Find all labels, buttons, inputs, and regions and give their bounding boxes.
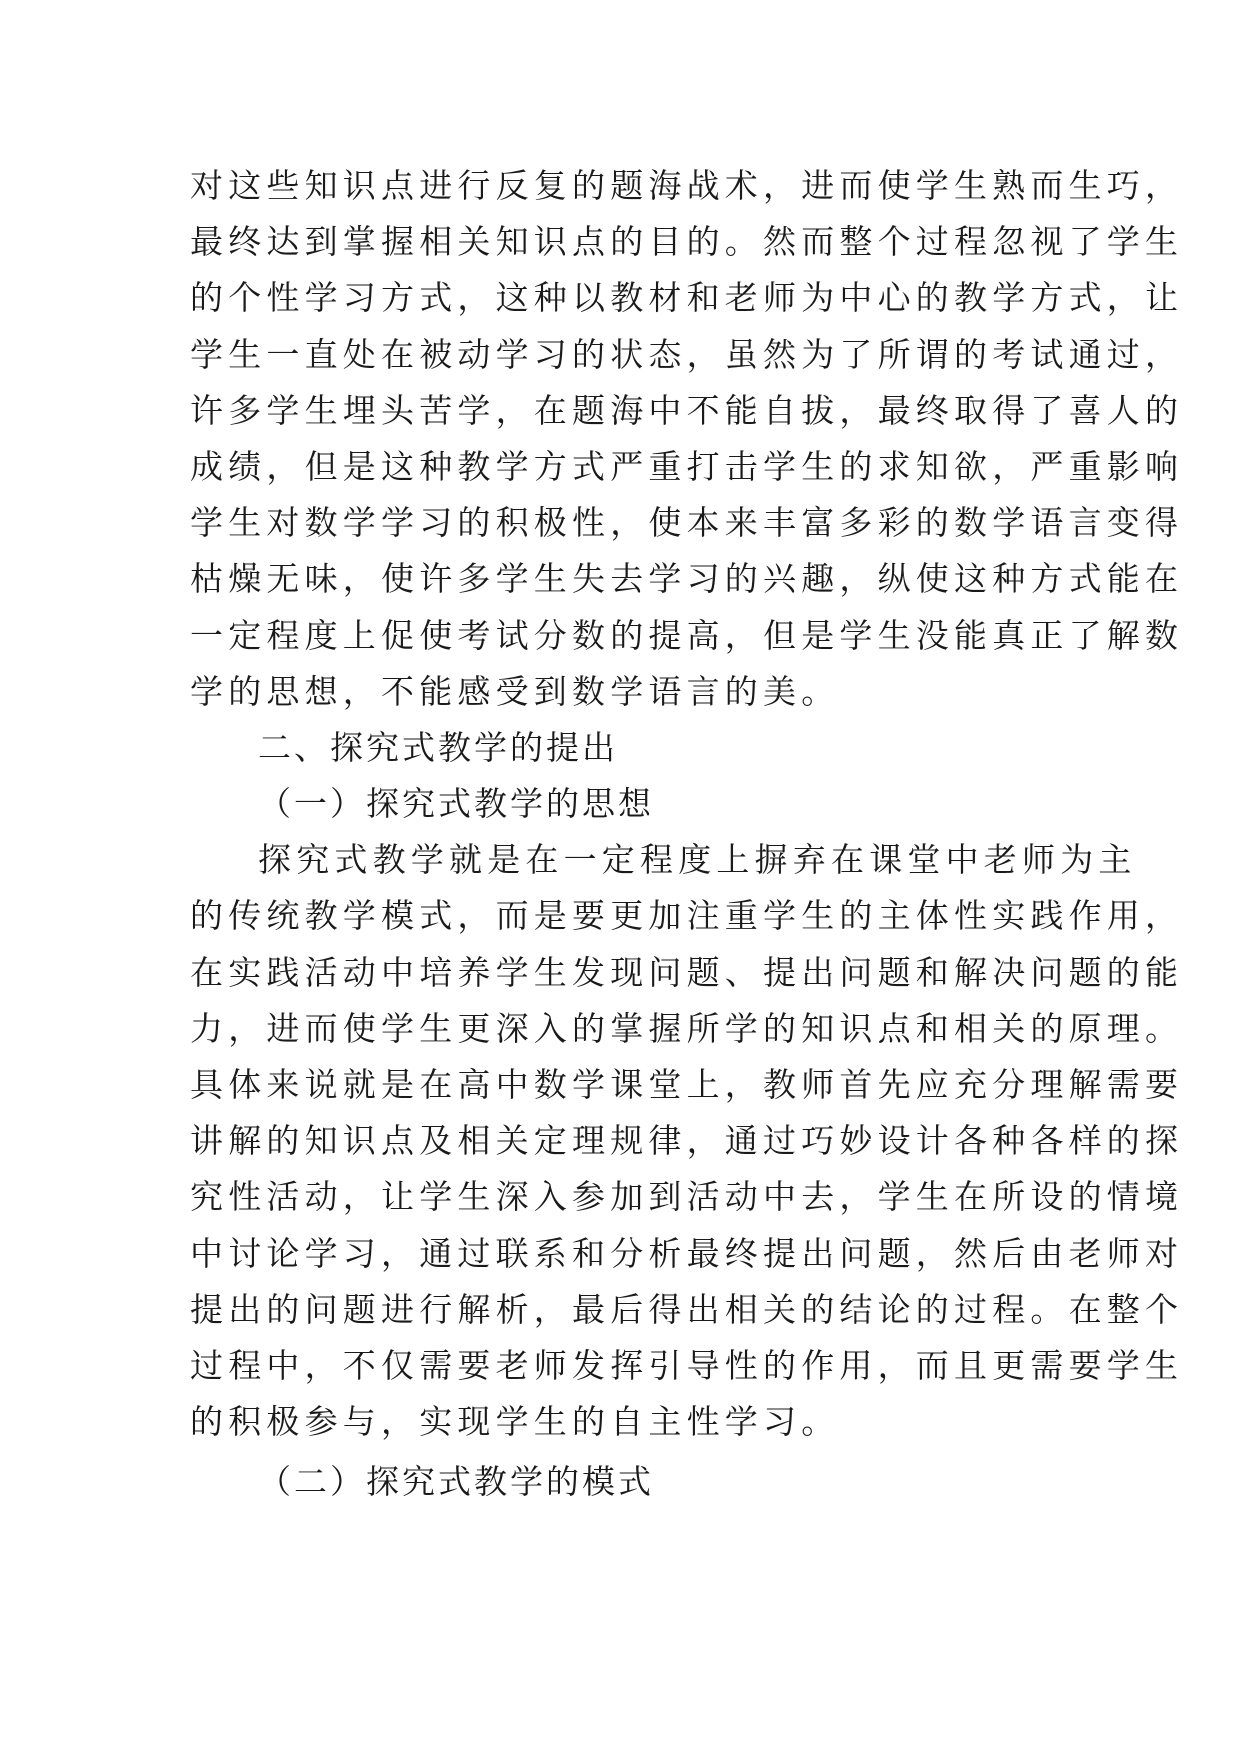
- paragraph-line: 力，进而使学生更深入的掌握所学的知识点和相关的原理。: [190, 1008, 1184, 1048]
- body-text: [190, 158, 1184, 1511]
- subheading-thought: （一）探究式教学的思想: [258, 784, 654, 824]
- paragraph-line: 提出的问题进行解析，最后得出相关的结论的过程。在整个: [190, 1289, 1184, 1329]
- section-heading: 二、探究式教学的提出: [258, 727, 618, 767]
- paragraph-line: 的传统教学模式，而是要更加注重学生的主体性实践作用，: [190, 896, 1184, 936]
- paragraph-line: 中讨论学习，通过联系和分析最终提出问题，然后由老师对: [190, 1233, 1184, 1273]
- paragraph-line: 过程中，不仅需要老师发挥引导性的作用，而且更需要学生: [190, 1345, 1184, 1385]
- paragraph-line: 一定程度上促使考试分数的提高，但是学生没能真正了解数: [190, 615, 1184, 655]
- paragraph-line: 枯燥无味，使许多学生失去学习的兴趣，纵使这种方式能在: [190, 559, 1184, 599]
- paragraph-line: 许多学生埋头苦学，在题海中不能自拔，最终取得了喜人的: [190, 390, 1184, 430]
- paragraph-line: 的个性学习方式，这种以教材和老师为中心的教学方式，让: [190, 278, 1184, 318]
- paragraph-line: 学的思想，不能感受到数学语言的美。: [190, 671, 840, 711]
- paragraph-line: 探究式教学就是在一定程度上摒弃在课堂中老师为主: [258, 840, 1137, 880]
- paragraph-line: 究性活动，让学生深入参加到活动中去，学生在所设的情境: [190, 1177, 1184, 1217]
- subheading-model: （二）探究式教学的模式: [258, 1462, 654, 1502]
- paragraph-line: 的积极参与，实现学生的自主性学习。: [190, 1402, 840, 1442]
- paragraph-line: 在实践活动中培养学生发现问题、提出问题和解决问题的能: [190, 952, 1184, 992]
- paragraph-line: 最终达到掌握相关知识点的目的。然而整个过程忽视了学生: [190, 222, 1184, 262]
- paragraph-line: 学生一直处在被动学习的状态，虽然为了所谓的考试通过，: [190, 334, 1184, 374]
- paragraph-line: 讲解的知识点及相关定理规律，通过巧妙设计各种各样的探: [190, 1121, 1184, 1161]
- paragraph-line: 具体来说就是在高中数学课堂上，教师首先应充分理解需要: [190, 1065, 1184, 1104]
- paragraph-line: 成绩，但是这种教学方式严重打击学生的求知欲，严重影响: [190, 446, 1184, 486]
- paragraph-line: 学生对数学学习的积极性，使本来丰富多彩的数学语言变得: [190, 503, 1184, 543]
- paragraph-line: 对这些知识点进行反复的题海战术，进而使学生熟而生巧，: [190, 166, 1184, 205]
